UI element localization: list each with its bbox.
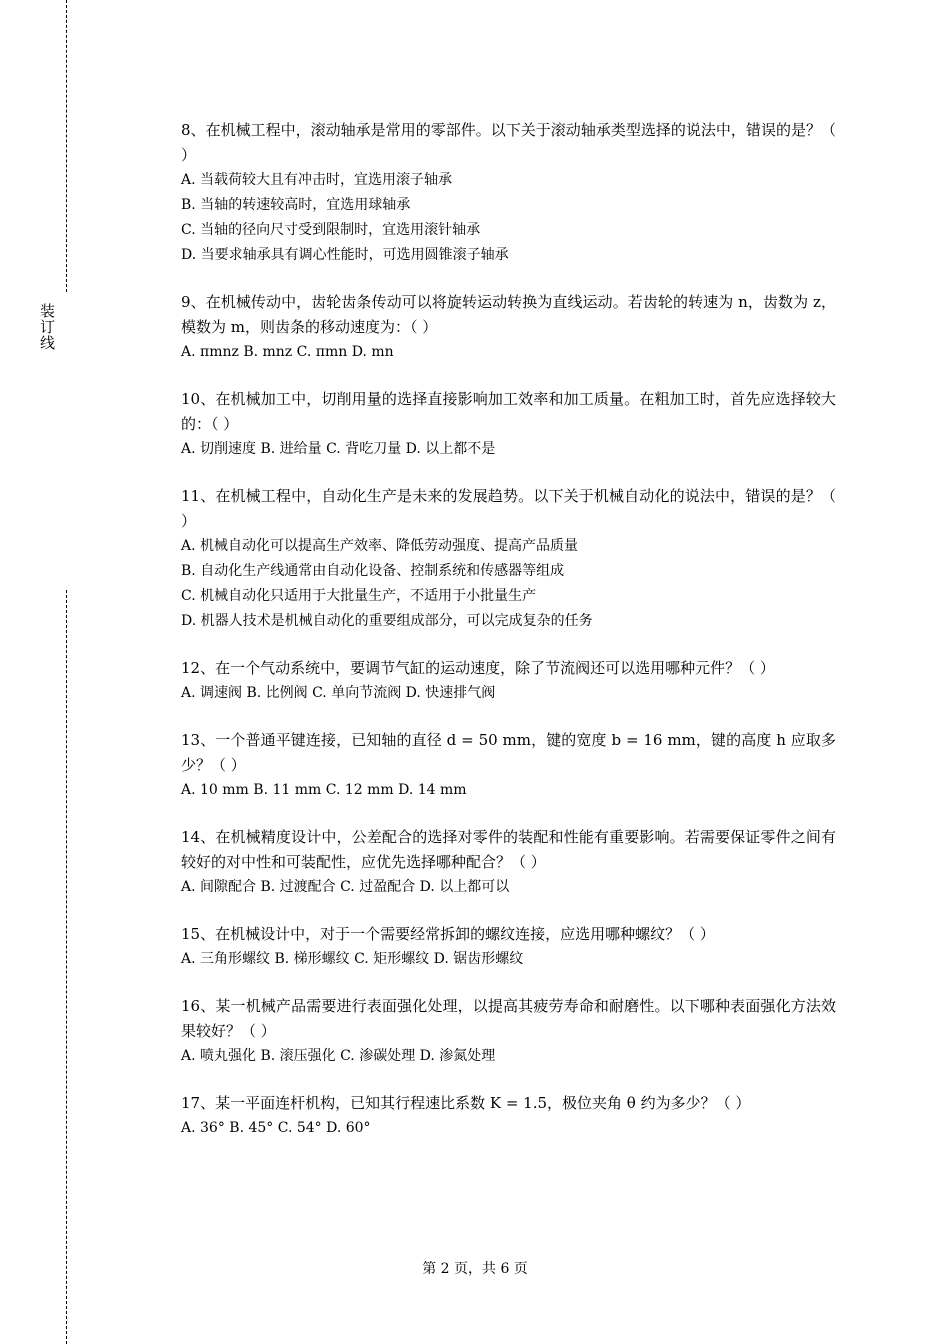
question-stem: 9、在机械传动中，齿轮齿条传动可以将旋转运动转换为直线运动。若齿轮的转速为 n，齿数为 z，模数为 m，则齿条的移动速度为：（ ） bbox=[181, 293, 836, 336]
question-options bbox=[181, 947, 836, 972]
binding-label: 装订线 bbox=[38, 303, 56, 351]
question-options bbox=[181, 534, 836, 634]
question-8 bbox=[181, 118, 836, 268]
question-options bbox=[181, 1116, 836, 1141]
option-d: D. 当要求轴承具有调心性能时，可选用圆锥滚子轴承 bbox=[181, 247, 509, 263]
question-9 bbox=[181, 290, 836, 365]
option-d: D. 机器人技术是机械自动化的重要组成部分，可以完成复杂的任务 bbox=[181, 613, 593, 629]
question-16 bbox=[181, 994, 836, 1069]
question-stem: 11、在机械工程中，自动化生产是未来的发展趋势。以下关于机械自动化的说法中，错误的是？（ ） bbox=[181, 487, 836, 530]
question-14 bbox=[181, 825, 836, 900]
question-13 bbox=[181, 728, 836, 803]
question-stem: 14、在机械精度设计中，公差配合的选择对零件的装配和性能有重要影响。若需要保证零件之间有较好的对中性和可装配性，应优先选择哪种配合？（ ） bbox=[181, 828, 836, 871]
question-stem: 10、在机械加工中，切削用量的选择直接影响加工效率和加工质量。在粗加工时，首先应选择较大的：（ ） bbox=[181, 390, 836, 433]
question-11 bbox=[181, 484, 836, 634]
options-line: A. πmnz B. mnz C. πmn D. mn bbox=[181, 344, 394, 360]
question-stem: 12、在一个气动系统中，要调节气缸的运动速度，除了节流阀还可以选用哪种元件？（ ） bbox=[181, 659, 775, 677]
options-line: A. 三角形螺纹 B. 梯形螺纹 C. 矩形螺纹 D. 锯齿形螺纹 bbox=[181, 951, 524, 967]
options-line: A. 喷丸强化 B. 滚压强化 C. 渗碳处理 D. 渗氮处理 bbox=[181, 1048, 496, 1064]
options-line: A. 切削速度 B. 进给量 C. 背吃刀量 D. 以上都不是 bbox=[181, 441, 496, 457]
option-c: C. 当轴的径向尺寸受到限制时，宜选用滚针轴承 bbox=[181, 222, 481, 238]
question-options bbox=[181, 1044, 836, 1069]
question-stem: 16、某一机械产品需要进行表面强化处理，以提高其疲劳寿命和耐磨性。以下哪种表面强化方法效果较好？（ ） bbox=[181, 997, 836, 1040]
question-stem: 13、一个普通平键连接，已知轴的直径 d = 50 mm，键的宽度 b = 16 mm，键的高度 h 应取多少？（ ） bbox=[181, 731, 836, 774]
question-options bbox=[181, 778, 836, 803]
question-options bbox=[181, 168, 836, 268]
question-10 bbox=[181, 387, 836, 462]
binding-line-bottom bbox=[66, 590, 67, 1344]
option-b: B. 自动化生产线通常由自动化设备、控制系统和传感器等组成 bbox=[181, 563, 565, 579]
question-stem: 8、在机械工程中，滚动轴承是常用的零部件。以下关于滚动轴承类型选择的说法中，错误的是？（ ） bbox=[181, 121, 836, 164]
page-number: 第 2 页，共 6 页 bbox=[422, 1261, 528, 1277]
question-stem: 15、在机械设计中，对于一个需要经常拆卸的螺纹连接，应选用哪种螺纹？（ ） bbox=[181, 925, 715, 943]
option-c: C. 机械自动化只适用于大批量生产，不适用于小批量生产 bbox=[181, 588, 537, 604]
options-line: A. 36° B. 45° C. 54° D. 60° bbox=[181, 1120, 371, 1136]
question-stem: 17、某一平面连杆机构，已知其行程速比系数 K = 1.5，极位夹角 θ 约为多少？（ ） bbox=[181, 1094, 751, 1112]
question-list bbox=[181, 118, 836, 1163]
question-options bbox=[181, 875, 836, 900]
options-line: A. 10 mm B. 11 mm C. 12 mm D. 14 mm bbox=[181, 782, 467, 798]
question-17 bbox=[181, 1091, 836, 1141]
question-options bbox=[181, 340, 836, 365]
question-options bbox=[181, 437, 836, 462]
binding-line-top bbox=[66, 0, 67, 292]
options-line: A. 间隙配合 B. 过渡配合 C. 过盈配合 D. 以上都可以 bbox=[181, 879, 510, 895]
options-line: A. 调速阀 B. 比例阀 C. 单向节流阀 D. 快速排气阀 bbox=[181, 685, 496, 701]
option-a: A. 机械自动化可以提高生产效率、降低劳动强度、提高产品质量 bbox=[181, 538, 579, 554]
option-b: B. 当轴的转速较高时，宜选用球轴承 bbox=[181, 197, 411, 213]
option-a: A. 当载荷较大且有冲击时，宜选用滚子轴承 bbox=[181, 172, 453, 188]
question-12 bbox=[181, 656, 836, 706]
question-15 bbox=[181, 922, 836, 972]
question-options bbox=[181, 681, 836, 706]
